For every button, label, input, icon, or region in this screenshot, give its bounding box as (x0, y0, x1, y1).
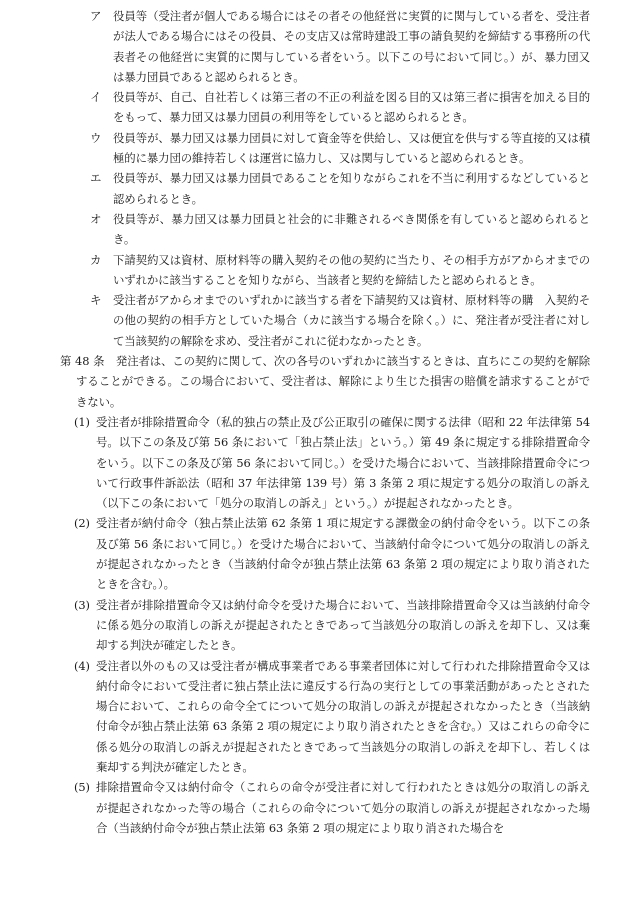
article-text: 発注者は、この契約に関して、次の各号のいずれかに該当するときは、直ちにこの契約を解除することができる。この場合において、受注者は、解除により生じた損害の賠償を請求することができない。 (76, 354, 590, 409)
paragraph-3 (0, 595, 630, 656)
paragraph-marker: (4) (74, 658, 90, 673)
clause-item-u (0, 128, 630, 169)
paragraph-text: 排除措置命令又は納付命令（これらの命令が受注者に対して行われたときは処分の取消しの訴えが提起されなかった等の場合（これらの命令について処分の取消しの訴えが提起されなかった場合（当該納付命令が独占禁止法第 63 条第 2 項の規定により取り消された場合を (96, 780, 590, 835)
clause-text: 受注者がアからオまでのいずれかに該当する者を下請契約又は資材、原材料等の購 入契約その他の契約の相手方としていた場合（カに該当する場合を除く。）に、発注者が受注者に対して当該契約の解除を求め、受注者がこれに従わなかったとき。 (113, 293, 590, 348)
clause-item-i (0, 87, 630, 128)
clause-item-o (0, 209, 630, 250)
clause-marker: オ (90, 211, 102, 226)
clause-item-ka (0, 250, 630, 291)
clause-text: 役員等が、暴力団又は暴力団員と社会的に非難されるべき関係を有していると認められるとき。 (113, 211, 590, 247)
clause-text: 役員等（受注者が個人である場合にはその者その他経営に実質的に関与している者を、受注者が法人である場合にはその役員、その支店又は常時建設工事の請負契約を締結する事務所の代表者その他経営に実質的に関与している者をいう。以下この号において同じ。）が、暴力団又は暴力団員であると認められるとき。 (113, 9, 590, 84)
clause-marker: ウ (90, 130, 102, 145)
clause-item-e (0, 168, 630, 209)
paragraph-marker: (3) (74, 597, 90, 612)
paragraph-2 (0, 513, 630, 594)
paragraph-marker: (1) (74, 414, 90, 429)
clause-text: 下請契約又は資材、原材料等の購入契約その他の契約に当たり、その相手方がアからオまでのいずれかに該当することを知りながら、当該者と契約を締結したと認められるとき。 (113, 252, 590, 287)
clause-marker: カ (90, 252, 102, 267)
article-48 (0, 351, 630, 412)
article-heading: 第 48 条 (60, 354, 116, 369)
paragraph-text: 受注者が納付命令（独占禁止法第 62 条第 1 項に規定する課徴金の納付命令をいう。以下この条及び第 56 条において同じ。）を受けた場合において、当該納付命令について処分の取消しの訴えが提起されなかったとき（当該納付命令が独占禁止法第 63 条第 2 項の規定により取り消されたときを含む。）。 (96, 516, 590, 592)
paragraph-1 (0, 412, 630, 513)
clause-marker: イ (90, 90, 102, 105)
clause-text: 役員等が、自己、自社若しくは第三者の不正の利益を図る目的又は第三者に損害を加える目的をもって、暴力団又は暴力団員の利用等をしていると認められるとき。 (113, 90, 590, 125)
paragraph-4 (0, 656, 630, 778)
clause-marker: エ (90, 171, 102, 186)
clause-marker: ア (90, 9, 102, 23)
clause-marker: キ (90, 293, 102, 308)
paragraph-text: 受注者が排除措置命令（私的独占の禁止及び公正取引の確保に関する法律（昭和 22 年法律第 54 号。以下この条及び第 56 条において「独占禁止法」という。）第 49 条に規定する排除措置命令をいう。以下この条及び第 56 条において同じ。）を受けた場合において、当該排除措置命令について行政事件訴訟法（昭和 37 年法律第 139 号）第 3 条第 2 項に規定する処分の取消しの訴え（以下この条において「処分の取消しの訴え」という。）が提起されなかったとき。 (96, 414, 590, 511)
clause-text: 役員等が、暴力団又は暴力団員であることを知りながらこれを不当に利用するなどしていると認められるとき。 (113, 171, 590, 206)
paragraph-text: 受注者以外のもの又は受注者が構成事業者である事業者団体に対して行われた排除措置命令又は納付命令において受注者に独占禁止法に違反する行為の実行としての事業活動があったとされた場合において、これらの命令全てについて処分の取消しの訴えが提起されなかったとき（当該納付命令が独占禁止法第 63 条第 2 項の規定により取り消されたときを含む。）又はこれらの命令に係る処分の取消しの訴えが提起されたときであって当該処分の取消しの訴えを却下し、若しくは棄却する判決が確定したとき。 (96, 658, 590, 774)
paragraph-5 (0, 777, 630, 838)
document-page (0, 6, 630, 838)
paragraph-marker: (2) (74, 516, 90, 531)
clause-item-ki (0, 290, 630, 351)
clause-item-a (0, 6, 630, 87)
clause-text: 役員等が、暴力団又は暴力団員に対して資金等を供給し、又は便宜を供与する等直接的又は積極的に暴力団の維持若しくは運営に協力し、又は関与していると認められるとき。 (113, 130, 590, 166)
paragraph-marker: (5) (74, 780, 90, 795)
paragraph-text: 受注者が排除措置命令又は納付命令を受けた場合において、当該排除措置命令又は当該納付命令に係る処分の取消しの訴えが提起されたときであって当該処分の取消しの訴えを却下し、又は棄却する判決が確定したとき。 (96, 597, 590, 653)
